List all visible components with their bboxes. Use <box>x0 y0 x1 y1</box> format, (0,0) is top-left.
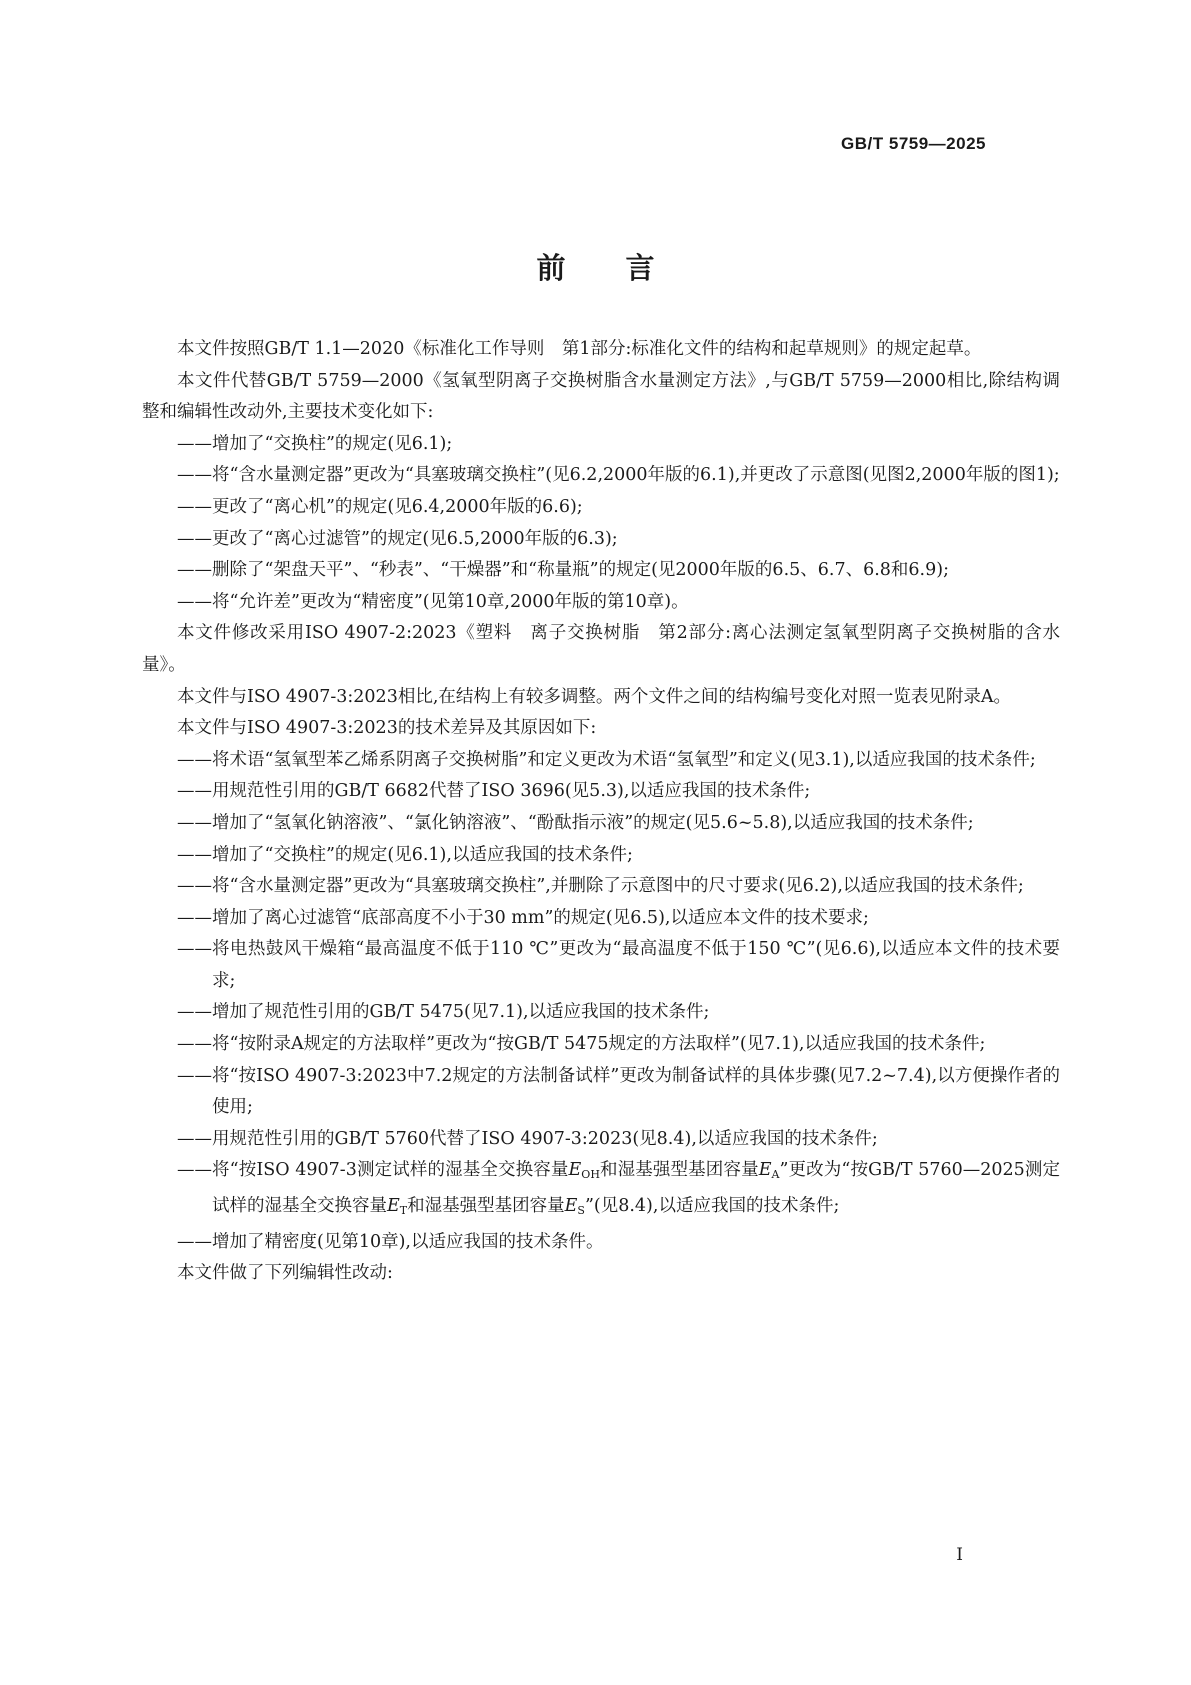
list-item <box>142 903 1060 935</box>
list-item-text: 将“允许差”更改为“精密度”(见第10章,2000年版的第10章)。 <box>212 591 689 612</box>
dash-marker: —— <box>177 591 212 612</box>
list-item-text: 将“含水量测定器”更改为“具塞玻璃交换柱”,并删除了示意图中的尺寸要求(见6.2),以适应我国的技术条件; <box>212 876 1024 897</box>
formula-text: 和湿基强型基团容量 <box>599 1160 759 1181</box>
page-title <box>0 246 1191 287</box>
dash-marker: —— <box>177 433 212 454</box>
variable: E <box>564 1196 578 1217</box>
list-item-text: 增加了“交换柱”的规定(见6.1); <box>212 433 453 454</box>
list-item-text: 用规范性引用的GB/T 5760代替了ISO 4907-3:2023(见8.4),以适应我国的技术条件; <box>212 1128 878 1149</box>
list-item <box>142 429 1060 461</box>
list-item-text: 删除了“架盘天平”、“秒表”、“干燥器”和“称量瓶”的规定(见2000年版的6.5、6.7、6.8和6.9); <box>212 560 949 581</box>
list-item <box>142 1124 1060 1156</box>
page-number: I <box>956 1545 963 1565</box>
list-item <box>142 1029 1060 1061</box>
dash-marker: —— <box>177 907 212 928</box>
list-item <box>142 776 1060 808</box>
list-item-text: 将电热鼓风干燥箱“最高温度不低于110 ℃”更改为“最高温度不低于150 ℃”(见6.6),以适应本文件的技术要求; <box>212 939 1060 991</box>
dash-marker: —— <box>177 844 212 865</box>
document-id: GB/T 5759—2025 <box>841 134 986 153</box>
changes-list <box>142 429 1060 619</box>
dash-marker: —— <box>177 1231 212 1252</box>
list-item <box>142 1061 1060 1124</box>
dash-marker: —— <box>177 1034 212 1055</box>
formula-text: 和湿基强型基团容量 <box>407 1196 565 1217</box>
list-item <box>142 1227 1060 1259</box>
list-item <box>142 555 1060 587</box>
list-item <box>142 934 1060 997</box>
list-item <box>142 492 1060 524</box>
dash-marker: —— <box>177 465 212 486</box>
list-item-text: 更改了“离心机”的规定(见6.4,2000年版的6.6); <box>212 496 583 517</box>
title-char-1: 前 <box>536 251 566 285</box>
list-item-text: 将“含水量测定器”更改为“具塞玻璃交换柱”(见6.2,2000年版的6.1),并更改了示意图(见图2,2000年版的图1); <box>212 465 1060 486</box>
dash-marker: —— <box>177 781 212 802</box>
list-item-text: 增加了精密度(见第10章),以适应我国的技术条件。 <box>212 1231 604 1252</box>
variable: E <box>758 1160 772 1181</box>
differences-list <box>142 745 1060 1259</box>
list-item <box>142 808 1060 840</box>
subscript: S <box>577 1204 585 1218</box>
list-item-text: 增加了规范性引用的GB/T 5475(见7.1),以适应我国的技术条件; <box>212 1002 710 1023</box>
document-body <box>142 334 1060 1290</box>
formula-text: ”(见8.4),以适应我国的技术条件; <box>584 1196 840 1217</box>
list-item <box>142 587 1060 619</box>
list-item <box>142 1155 1060 1226</box>
subscript: OH <box>581 1168 600 1182</box>
list-item <box>142 871 1060 903</box>
dash-marker: —— <box>177 812 212 833</box>
dash-marker: —— <box>177 939 212 960</box>
list-item <box>142 460 1060 492</box>
paragraph: 本文件与ISO 4907-3:2023的技术差异及其原因如下: <box>177 718 597 739</box>
dash-marker: —— <box>177 560 212 581</box>
variable: E <box>568 1160 582 1181</box>
dash-marker: —— <box>177 528 212 549</box>
dash-marker: —— <box>177 1128 212 1149</box>
list-item <box>142 745 1060 777</box>
subscript: T <box>399 1204 408 1218</box>
dash-marker: —— <box>177 1002 212 1023</box>
list-item-text: 增加了“交换柱”的规定(见6.1),以适应我国的技术条件; <box>212 844 633 865</box>
list-item-text: 增加了“氢氧化钠溶液”、“氯化钠溶液”、“酚酞指示液”的规定(见5.6~5.8),以适应我国的技术条件; <box>212 812 974 833</box>
paragraph: 本文件修改采用ISO 4907-2:2023《塑料 离子交换树脂 第2部分:离心法测定氢氧型阴离子交换树脂的含水量》。 <box>142 623 1060 675</box>
dash-marker: —— <box>177 876 212 897</box>
dash-marker: —— <box>177 1160 212 1181</box>
list-item-text: 将“按附录A规定的方法取样”更改为“按GB/T 5475规定的方法取样”(见7.1),以适应我国的技术条件; <box>212 1034 986 1055</box>
list-item <box>142 997 1060 1029</box>
list-item-text: 将术语“氢氧型苯乙烯系阴离子交换树脂”和定义更改为术语“氢氧型”和定义(见3.1),以适应我国的技术条件; <box>212 749 1036 770</box>
list-item-text: 将“按ISO 4907-3:2023中7.2规定的方法制备试样”更改为制备试样的具体步骤(见7.2~7.4),以方便操作者的使用; <box>212 1065 1060 1118</box>
formula-text: ”更改为“按GB/T 5760—2025测定试样的湿基全交换容量 <box>212 1160 1061 1217</box>
variable: E <box>387 1196 400 1217</box>
paragraph: 本文件与ISO 4907-3:2023相比,在结构上有较多调整。两个文件之间的结构编号变化对照一览表见附录A。 <box>177 686 1012 707</box>
list-item-text: 增加了离心过滤管“底部高度不小于30 mm”的规定(见6.5),以适应本文件的技术要求; <box>212 907 869 928</box>
list-item-text: 用规范性引用的GB/T 6682代替了ISO 3696(见5.3),以适应我国的技术条件; <box>212 781 811 802</box>
dash-marker: —— <box>177 749 212 770</box>
dash-marker: —— <box>177 1065 212 1086</box>
list-item-text: 更改了“离心过滤管”的规定(见6.5,2000年版的6.3); <box>212 528 618 549</box>
paragraph: 本文件代替GB/T 5759—2000《氢氧型阴离子交换树脂含水量测定方法》,与GB/T 5759—2000相比,除结构调整和编辑性改动外,主要技术变化如下: <box>142 370 1060 423</box>
list-item <box>142 524 1060 556</box>
paragraph: 本文件做了下列编辑性改动: <box>177 1263 393 1284</box>
subscript: A <box>771 1168 780 1182</box>
dash-marker: —— <box>177 496 212 517</box>
formula-text: 将“按ISO 4907-3测定试样的湿基全交换容量 <box>212 1160 569 1181</box>
title-char-2: 言 <box>625 251 655 285</box>
list-item <box>142 840 1060 872</box>
paragraph: 本文件按照GB/T 1.1—2020《标准化工作导则 第1部分:标准化文件的结构和起草规则》的规定起草。 <box>177 339 982 359</box>
